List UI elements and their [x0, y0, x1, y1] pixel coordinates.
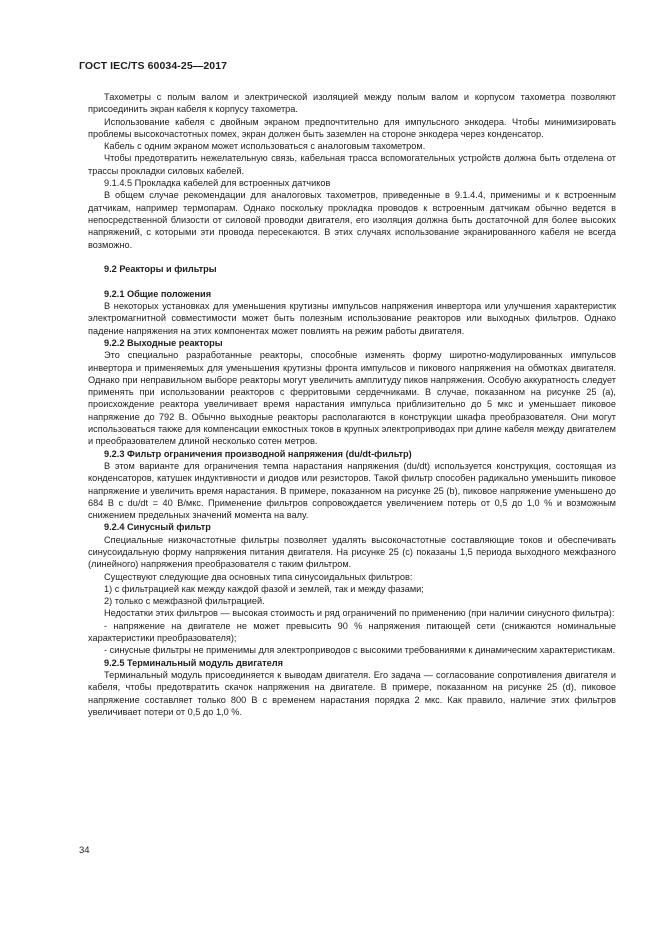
paragraph: 1) с фильтрацией как между каждой фазой и землей, так и между фазами; [104, 583, 424, 594]
paragraph: В некоторых установках для уменьшения крутизны импульсов напряжения инвертора или улучшения характеристик электромагнитной совместимости может быть полезным использование реакторов или выходных фильтров. Однако падение напряжения на этих компонентах может повлиять на режим работы двигателя. [88, 301, 616, 336]
paragraph: Это специально разработанные реакторы, способные изменять форму широтно-модулированных импульсов инвертора и применяемых для уменьшения крутизны фронта импульсов и пикового напряжения на обмотках двигателя. Однако при неправильном выборе реакторы могут увеличить амплитуду пиков напряжения. Особую аккуратность следует применять при использовании реакторов с ферритовыми сердечниками. В случае, показанном на рисунке 25 (а), происхождение реактора увеличивает время нарастания импульса приблизительно до 5 мкс и уменьшает пиковое напряжение до 792 В. Обычно выходные реакторы располагаются в конструкции шкафа преобразователя. Они могут использоваться также для компенсации емкостных токов в крупных электроприводах при длине кабеля между двигателем и преобразователем длиной несколько сотен метров. [88, 350, 616, 447]
paragraph: Чтобы предотвратить нежелательную связь, кабельная трасса вспомогательных устройств должна быть отделена от трассы прокладки силовых кабелей. [88, 153, 616, 176]
section-heading: 9.2.3 Фильтр ограничения производной напряжения (du/dt-фильтр) [104, 448, 412, 459]
paragraph: Использование кабеля с двойным экраном предпочтительно для импульсного энкодера. Чтобы минимизировать проблемы высокочастотных помех, экран должен быть заземлен на стороне энкодера через конденсатор. [88, 116, 616, 139]
page-number: 34 [79, 845, 90, 856]
paragraph: - синусные фильтры не применимы для электроприводов с высокими требованиями к динамическим характеристикам. [104, 645, 616, 656]
paragraph: В этом варианте для ограничения темпа нарастания напряжения (du/dt) используется конструкция, состоящая из конденсаторов, катушек индуктивности и диодов или резисторов. Такой фильтр способен радикально уменьшить пиковое напряжение и увеличить время нарастания. В примере, показанном на рисунке 25 (b), пиковое напряжение уменьшено до 684 В с du/dt = 40 В/мкс. Применение фильтров сопровождается увеличением потерь от 0,5 до 1,0 % и возможным снижением предельных значений момента на валу. [88, 460, 616, 521]
document-body [88, 91, 616, 718]
section-heading: 9.2 Реакторы и фильтры [104, 264, 217, 275]
paragraph: - напряжение на двигателе не может превысить 90 % напряжения питающей сети (снижаются номинальные характеристики преобразователя); [88, 620, 616, 644]
paragraph: Кабель с одним экраном может использоваться с аналоговым тахометром. [104, 141, 426, 152]
paragraph: 9.1.4.5 Прокладка кабелей для встроенных датчиков [104, 178, 331, 189]
section-heading: 9.2.4 Синусный фильтр [104, 522, 211, 533]
section-heading: 9.2.5 Терминальный модуль двигателя [104, 657, 283, 668]
section-heading: 9.2.1 Общие положения [104, 288, 212, 299]
paragraph: В общем случае рекомендации для аналоговых тахометров, приведенные в 9.1.4.4, применимы и к встроенным датчикам, например термопарам. Однако поскольку прокладка проводов к встроенным датчикам обычно ведется в непосредственной близости от силовой проводки двигателя, его изоляция должна быть достаточной для более высоких напряжений, с которыми эти провода пересекаются. В этих случаях использование экранированного кабеля не всегда возможно. [88, 190, 616, 250]
paragraph: Специальные низкочастотные фильтры позволяет удалять высокочастотные составляющие токов и обеспечивать синусоидальную форму напряжения питания двигателя. На рисунке 25 (с) показаны 1,5 периода выходного межфазного (линейного) напряжения преобразователя с таким фильтром. [88, 534, 616, 570]
section-heading: 9.2.2 Выходные реакторы [104, 337, 223, 348]
paragraph: Тахометры с полым валом и электрической изоляцией между полым валом и корпусом тахометра позволяют присоединить экран кабеля к корпусу тахометра. [88, 92, 616, 115]
standard-header: ГОСТ IEC/TS 60034-25—2017 [79, 60, 228, 72]
paragraph: 2) только с межфазной фильтрацией. [104, 596, 265, 607]
paragraph: Существуют следующие два основных типа синусоидальных фильтров: [104, 571, 413, 582]
paragraph: Недостатки этих фильтров — высокая стоимость и ряд ограничений по применению (при наличии синусного фильтра): [104, 608, 615, 619]
paragraph: Терминальный модуль присоединяется к выводам двигателя. Его задача — согласование сопротивления двигателя и кабеля, чтобы предотвратить скачок напряжения на двигателе. В примере, показанном на рисунке 25 (d), пиковое напряжение составляет только 800 В с временем нарастания порядка 2 мкс. Как правило, наличие этих фильтров увеличивает потери от 0,5 до 1,0 %. [88, 669, 616, 717]
